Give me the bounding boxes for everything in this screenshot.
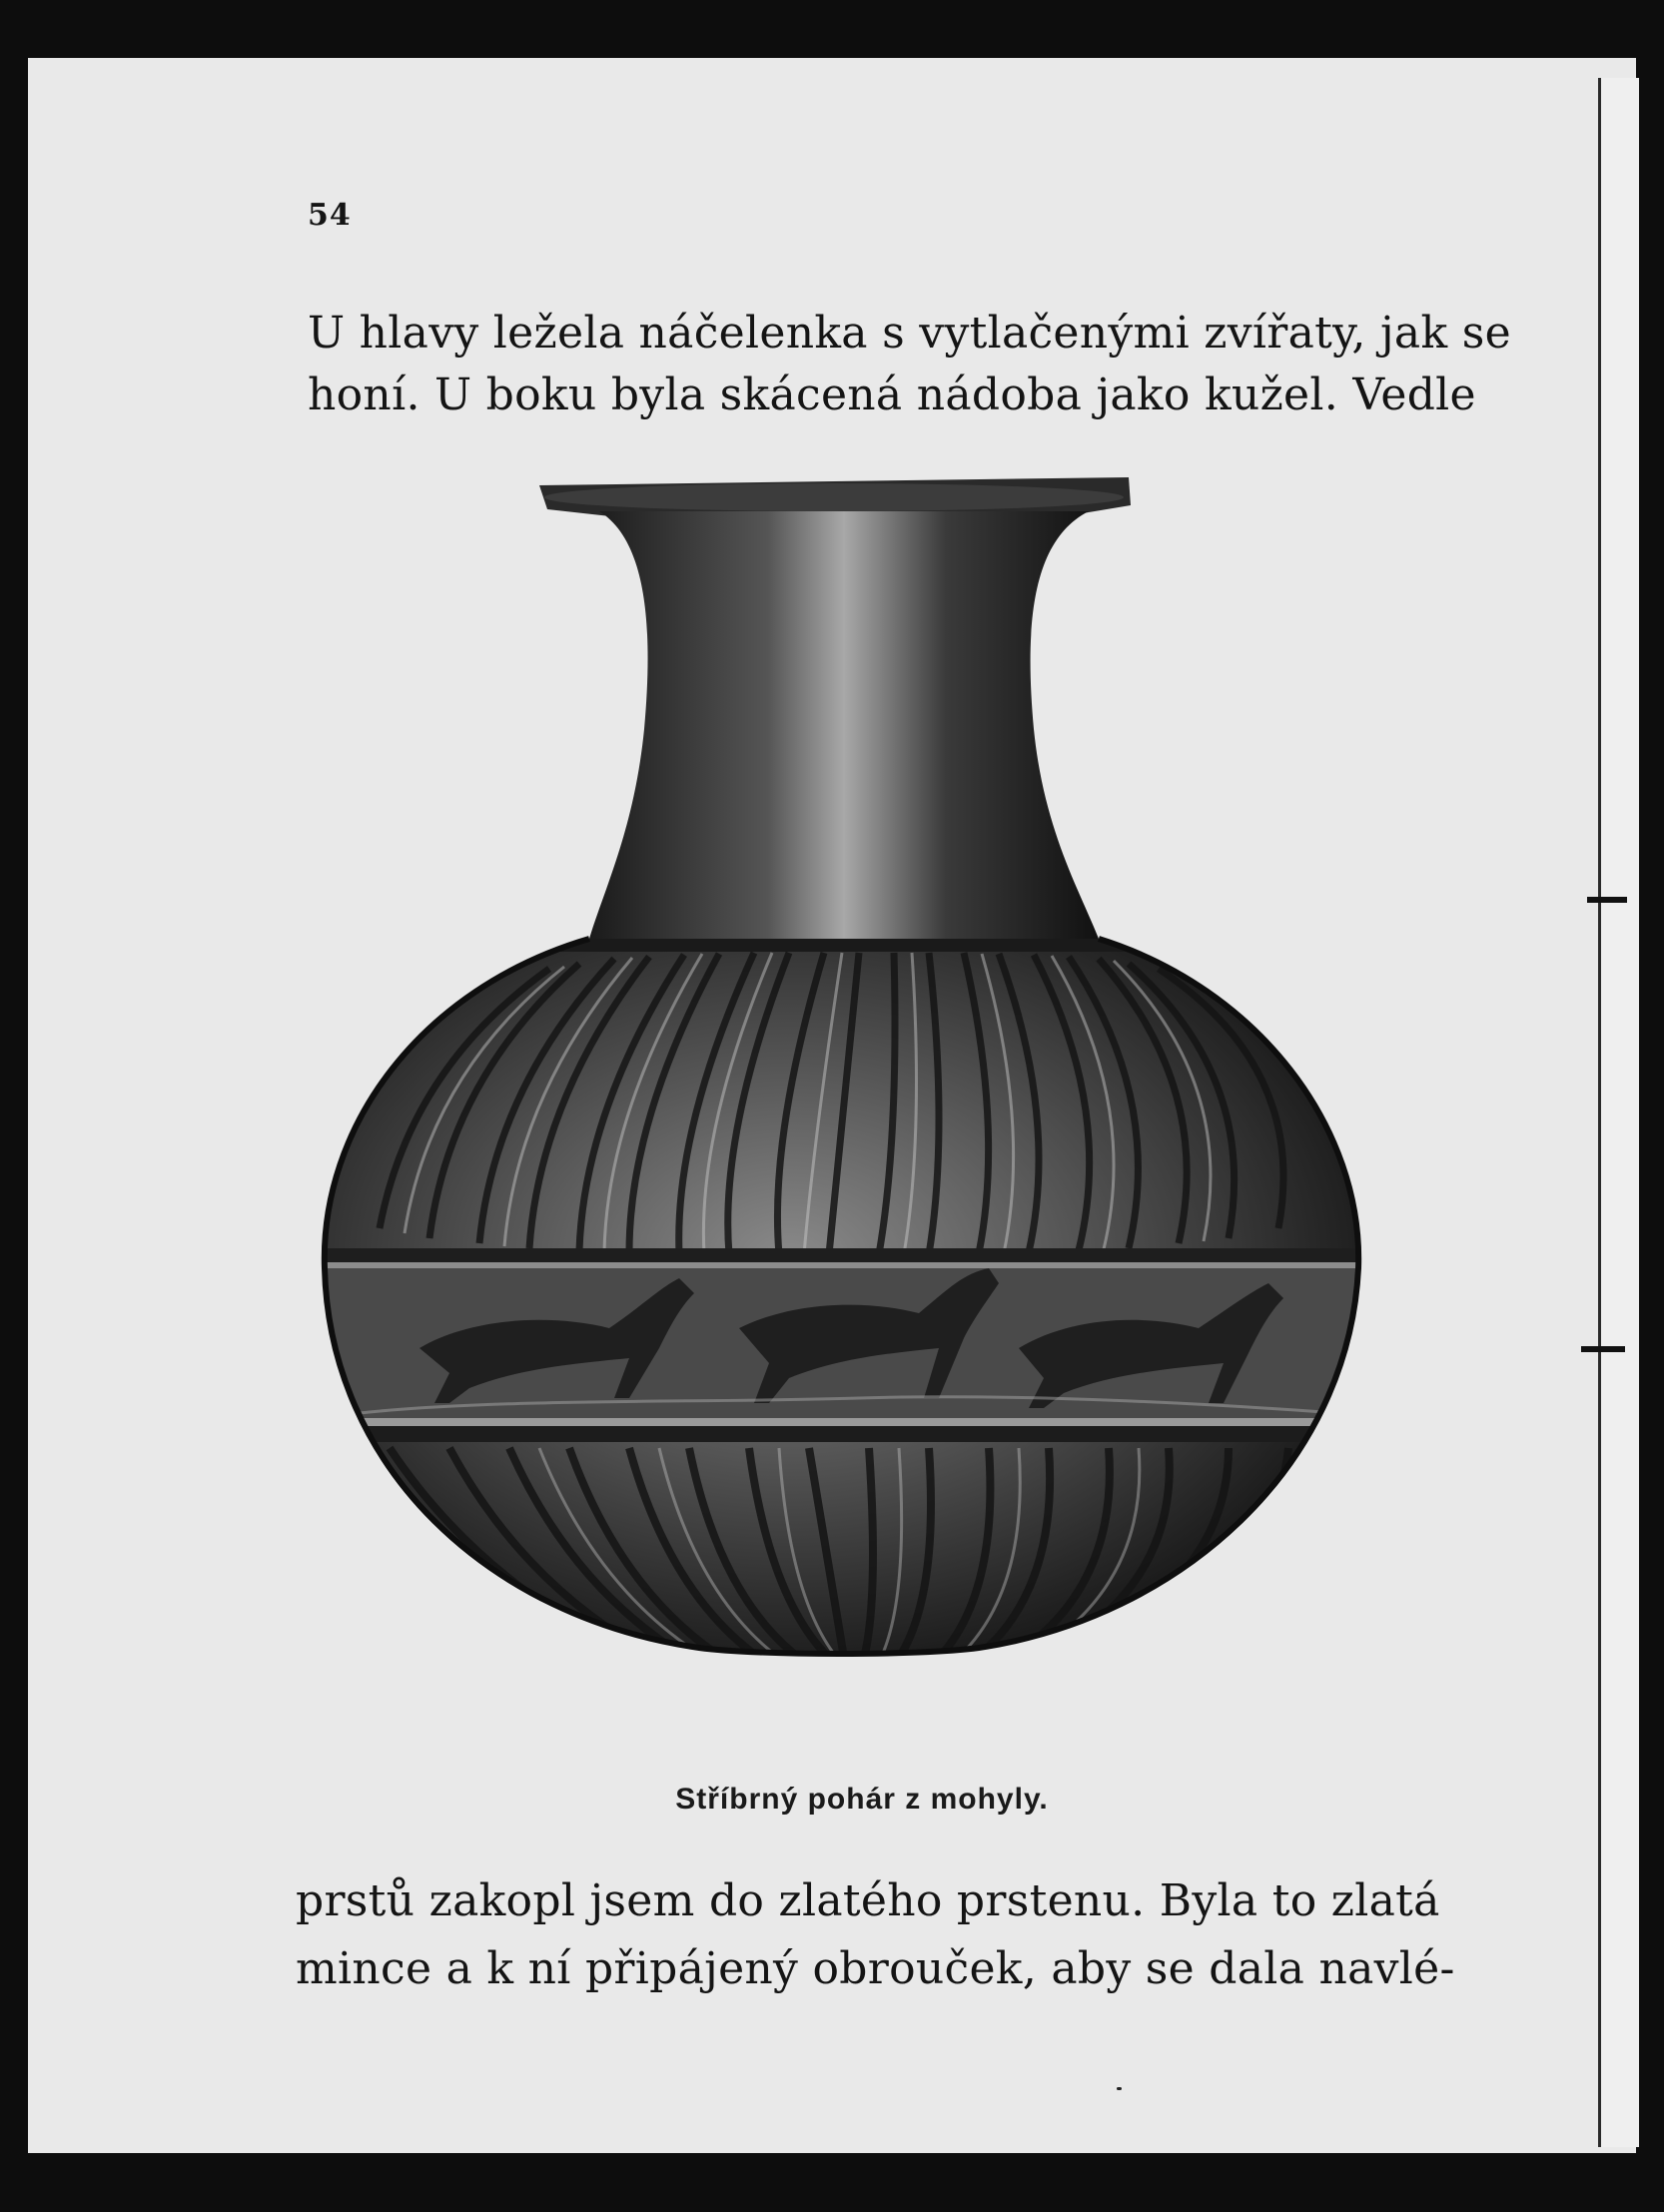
print-speck xyxy=(1117,2087,1122,2090)
body-text-line: U hlavy ležela náčelenka s vytlačenými zvířaty, jak se xyxy=(308,308,1511,359)
body-text-line: mince a k ní připájený obrouček, aby se dala navlé- xyxy=(296,1943,1455,1994)
adjacent-page-edge xyxy=(1598,78,1639,2147)
edge-mark xyxy=(1581,1346,1625,1352)
edge-mark xyxy=(1587,897,1627,903)
body-text-line: honí. U boku byla skácená nádoba jako kužel. Vedle xyxy=(308,369,1476,420)
page-number: 54 xyxy=(308,198,352,233)
body-text-line: prstů zakopl jsem do zlatého prstenu. Byla to zlatá xyxy=(296,1875,1440,1926)
figure-caption: Stříbrný pohár z mohyly. xyxy=(675,1783,1049,1816)
silver-vase-illustration xyxy=(300,469,1378,1768)
